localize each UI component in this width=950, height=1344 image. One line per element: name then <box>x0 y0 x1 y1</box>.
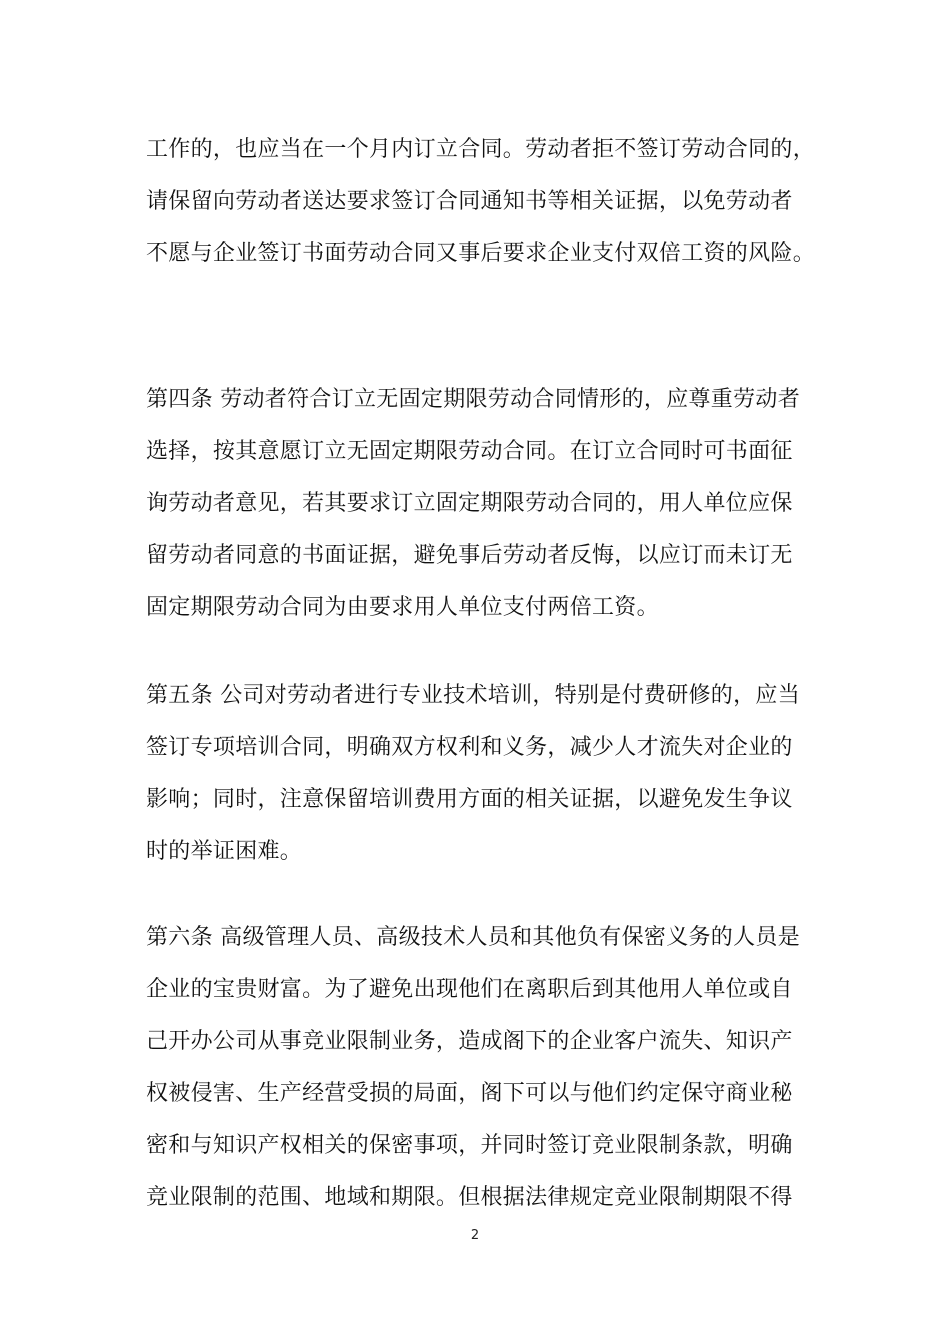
text-line: 企业的宝贵财富。为了避免出现他们在离职后到其他用人单位或自 <box>146 977 793 1002</box>
text-line: 工作的，也应当在一个月内订立合同。劳动者拒不签订劳动合同的， <box>146 137 816 162</box>
text-line: 影响；同时，注意保留培训费用方面的相关证据，以避免发生争议 <box>146 787 793 812</box>
text-line: 固定期限劳动合同为由要求用人单位支付两倍工资。 <box>146 595 659 620</box>
paragraph-continuation <box>146 124 816 280</box>
paragraph-article-6 <box>146 912 816 1224</box>
text-line: 第六条 高级管理人员、高级技术人员和其他负有保密义务的人员是 <box>146 925 800 950</box>
paragraph-article-4 <box>146 374 816 634</box>
paragraph-article-5 <box>146 670 816 878</box>
text-line: 时的举证困难。 <box>146 839 303 864</box>
text-line: 竞业限制的范围、地域和期限。但根据法律规定竞业限制期限不得 <box>146 1185 793 1210</box>
text-line: 不愿与企业签订书面劳动合同又事后要求企业支付双倍工资的风险。 <box>146 241 816 266</box>
text-line: 留劳动者同意的书面证据，避免事后劳动者反悔，以应订而未订无 <box>146 543 793 568</box>
text-line: 询劳动者意见，若其要求订立固定期限劳动合同的，用人单位应保 <box>146 491 793 516</box>
text-line: 密和与知识产权相关的保密事项，并同时签订竞业限制条款，明确 <box>146 1133 793 1158</box>
text-line: 第五条 公司对劳动者进行专业技术培训，特别是付费研修的，应当 <box>146 683 800 708</box>
text-line: 请保留向劳动者送达要求签订合同通知书等相关证据，以免劳动者 <box>146 189 793 214</box>
page-number: 2 <box>470 1228 480 1243</box>
text-line: 己开办公司从事竞业限制业务，造成阁下的企业客户流失、知识产 <box>146 1029 793 1054</box>
text-line: 权被侵害、生产经营受损的局面，阁下可以与他们约定保守商业秘 <box>146 1081 793 1106</box>
text-line: 第四条 劳动者符合订立无固定期限劳动合同情形的，应尊重劳动者 <box>146 387 800 412</box>
text-line: 选择，按其意愿订立无固定期限劳动合同。在订立合同时可书面征 <box>146 439 793 464</box>
text-line: 签订专项培训合同，明确双方权利和义务，减少人才流失对企业的 <box>146 735 793 760</box>
